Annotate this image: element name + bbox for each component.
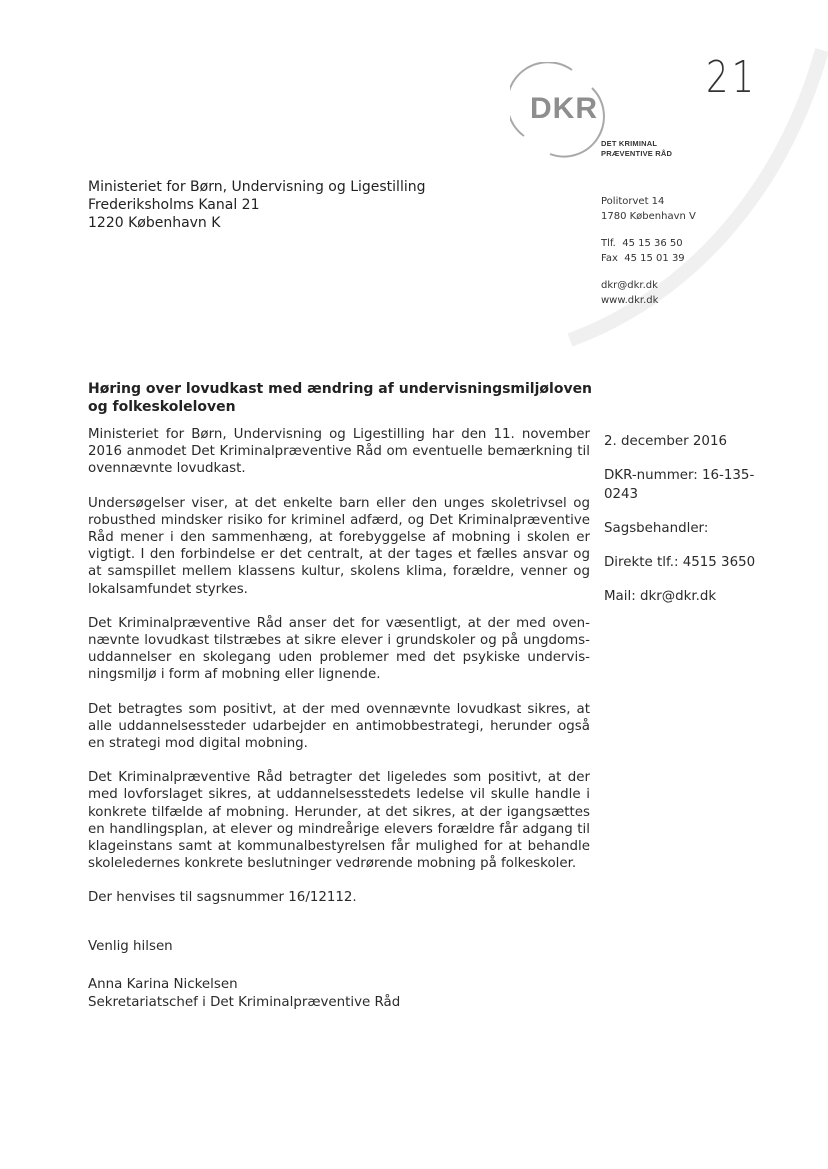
sender-city: 1780 København V: [601, 211, 696, 222]
sender-web[interactable]: www.dkr.dk: [601, 295, 659, 306]
sender-email[interactable]: dkr@dkr.dk: [601, 280, 658, 291]
recipient-line: Frederiksholms Kanal 21: [88, 197, 260, 213]
handwritten-page-number: 21: [706, 52, 758, 103]
dkr-logo-text: DKR: [530, 92, 598, 125]
body-paragraph: Undersøgelser viser, at det enkelte barn eller den unges skoletrivsel og robusthed mindsker risiko for kriminel adfærd, og Det Kriminalpræventive Råd mener i den sammenhæng, at forebyggelse af mobning i skolen er vigtigt. I den forbindelse er det centralt, at der tages et fælles ansvar og at samspillet mellem klassens kultur, skolens klima, forældre, venner og lokalsamfundet styrkes.: [88, 495, 590, 597]
body-paragraph: Det betragtes som positivt, at der med ovennævnte lovudkast sikres, at alle uddannelsessteder udarbejder en antimobbestrategi, herunder også en strategi mod digital mobning.: [88, 701, 590, 752]
letter-body: [88, 426, 590, 907]
greeting: Venlig hilsen: [88, 939, 173, 954]
logo-subtitle: DET KRIMINAL PRÆVENTIVE RÅD: [601, 139, 673, 158]
signer-name: Anna Karina Nickelsen: [88, 977, 238, 992]
body-paragraph: Ministeriet for Børn, Undervisning og Ligestilling har den 11. november 2016 anmodet Det Kriminalpræventive Råd om eventuelle bemærkning til ovennævnte lovudkast.: [88, 427, 590, 477]
body-paragraph: Der henvises til sagsnummer 16/12112.: [88, 890, 357, 906]
letter-meta-sidebar: [604, 432, 774, 621]
body-paragraph: Det Kriminalpræventive Råd betragter det ligeledes som positivt, at der med lovforslaget sikres, at uddannelsesstedets ledelse vil skulle handle i konkrete tilfælde af mobning. Herunder, at det sikres, at der igangsættes en handlingsplan, at elever og mindreårige elevers forældre får adgang til klageinstans samt at kommunalbestyrelsen får mulighed for at behandle skoleledernes konkrete beslutninger vedrørende mobning på folkeskoler.: [88, 770, 590, 872]
recipient-line: Ministeriet for Børn, Undervisning og Ligestilling: [88, 179, 426, 195]
direct-phone: Direkte tlf.: 4515 3650: [604, 555, 756, 570]
body-paragraph: Det Kriminalpræventive Råd anser det for væsentligt, at der med oven-nævnte lovudkast tilstræbes at sikre elever i grundskoler og på ungdoms-uddannelser en skolegang uden problemer med det psykiske undervis-ningsmiljø i form af mobning eller lignende.: [88, 615, 590, 683]
sender-street: Politorvet 14: [601, 196, 665, 207]
recipient-address: [88, 178, 426, 232]
letter-date: 2. december 2016: [604, 434, 727, 449]
letter-subject: Høring over lovudkast med ændring af undervisningsmiljøloven og folkeskoleloven: [88, 381, 593, 415]
sender-phone: Tlf. 45 15 36 50: [601, 238, 683, 249]
case-handler: Sagsbehandler:: [604, 521, 709, 536]
mail-address: Mail: dkr@dkr.dk: [604, 589, 717, 604]
sender-fax: Fax 45 15 01 39: [601, 253, 685, 264]
letter-closing: [88, 938, 400, 1012]
dkr-number: DKR-nummer: 16-135-0243: [604, 468, 755, 502]
sender-contact: [601, 194, 696, 308]
signer-title: Sekretariatschef i Det Kriminalpræventive Råd: [88, 995, 401, 1010]
recipient-line: 1220 København K: [88, 215, 221, 231]
